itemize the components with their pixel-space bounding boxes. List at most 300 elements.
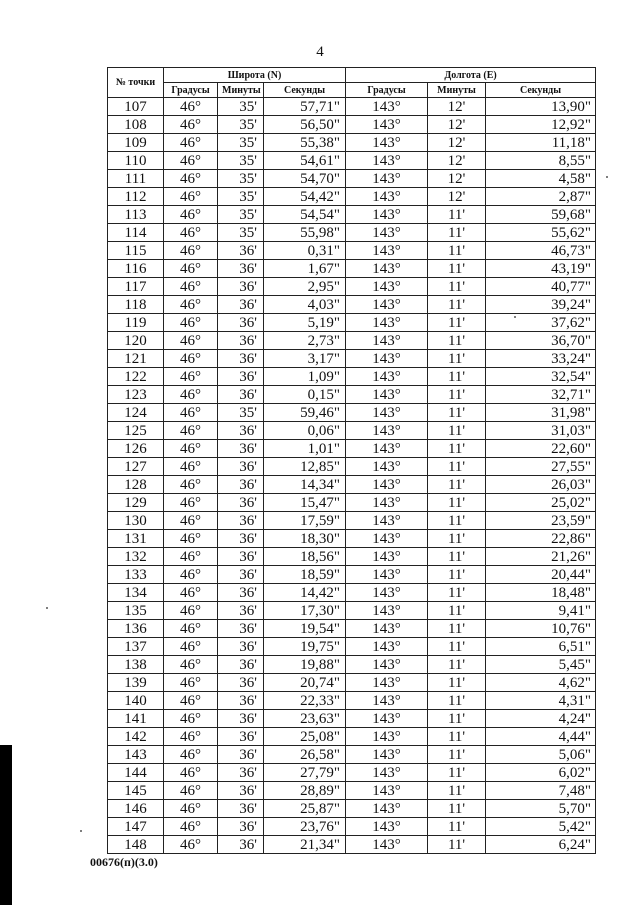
lon-minutes-cell: 11': [428, 566, 486, 584]
longitude-header: Долгота (E): [346, 68, 596, 83]
lat-minutes-cell: 35': [218, 152, 264, 170]
lon-minutes-cell: 11': [428, 764, 486, 782]
lat-seconds-cell: 20,74": [264, 674, 346, 692]
lon-seconds-cell: 37,62": [486, 314, 596, 332]
lat-degrees-cell: 46°: [164, 782, 218, 800]
point-number-cell: 148: [108, 836, 164, 854]
point-number-cell: 141: [108, 710, 164, 728]
lon-degrees-cell: 143°: [346, 674, 428, 692]
lat-degrees-cell: 46°: [164, 656, 218, 674]
lat-degrees-cell: 46°: [164, 566, 218, 584]
table-row: [108, 476, 596, 494]
lon-degrees-cell: 143°: [346, 278, 428, 296]
table-row: [108, 296, 596, 314]
point-number-cell: 116: [108, 260, 164, 278]
lat-minutes-cell: 36': [218, 476, 264, 494]
lon-minutes-cell: 11': [428, 386, 486, 404]
lat-seconds-cell: 0,31": [264, 242, 346, 260]
lon-degrees-cell: 143°: [346, 188, 428, 206]
lon-minutes-cell: 11': [428, 746, 486, 764]
lat-seconds-cell: 4,03": [264, 296, 346, 314]
lat-seconds-cell: 1,09": [264, 368, 346, 386]
table-row: [108, 656, 596, 674]
scan-speck: [514, 316, 516, 318]
lon-degrees-header: Градусы: [346, 83, 428, 98]
lon-degrees-cell: 143°: [346, 152, 428, 170]
point-number-cell: 126: [108, 440, 164, 458]
point-number-cell: 124: [108, 404, 164, 422]
lon-minutes-cell: 11': [428, 404, 486, 422]
lon-minutes-cell: 12': [428, 188, 486, 206]
table-row: [108, 602, 596, 620]
lat-minutes-cell: 36': [218, 602, 264, 620]
lon-degrees-cell: 143°: [346, 476, 428, 494]
lon-minutes-cell: 11': [428, 332, 486, 350]
lat-seconds-cell: 54,42": [264, 188, 346, 206]
lat-minutes-cell: 36': [218, 818, 264, 836]
lat-degrees-cell: 46°: [164, 476, 218, 494]
lat-degrees-cell: 46°: [164, 836, 218, 854]
lat-seconds-cell: 5,19": [264, 314, 346, 332]
lon-minutes-cell: 11': [428, 692, 486, 710]
lon-degrees-cell: 143°: [346, 350, 428, 368]
lat-degrees-cell: 46°: [164, 242, 218, 260]
lon-minutes-cell: 11': [428, 638, 486, 656]
lon-degrees-cell: 143°: [346, 242, 428, 260]
table-row: [108, 332, 596, 350]
lat-minutes-cell: 36': [218, 494, 264, 512]
lon-seconds-cell: 23,59": [486, 512, 596, 530]
table-row: [108, 494, 596, 512]
table-row: [108, 152, 596, 170]
lat-degrees-cell: 46°: [164, 620, 218, 638]
lon-seconds-cell: 39,24": [486, 296, 596, 314]
lon-minutes-cell: 11': [428, 512, 486, 530]
lat-minutes-cell: 36': [218, 260, 264, 278]
lat-minutes-cell: 36': [218, 674, 264, 692]
lat-seconds-cell: 18,59": [264, 566, 346, 584]
lon-minutes-cell: 11': [428, 584, 486, 602]
table-row: [108, 584, 596, 602]
lon-minutes-cell: 12': [428, 170, 486, 188]
lat-degrees-cell: 46°: [164, 350, 218, 368]
point-number-cell: 147: [108, 818, 164, 836]
lon-degrees-cell: 143°: [346, 800, 428, 818]
lat-degrees-cell: 46°: [164, 116, 218, 134]
lon-degrees-cell: 143°: [346, 386, 428, 404]
lon-seconds-cell: 33,24": [486, 350, 596, 368]
point-number-cell: 120: [108, 332, 164, 350]
lat-seconds-cell: 57,71": [264, 98, 346, 116]
lon-degrees-cell: 143°: [346, 368, 428, 386]
lon-minutes-cell: 11': [428, 440, 486, 458]
lat-degrees-cell: 46°: [164, 296, 218, 314]
lat-minutes-cell: 36': [218, 242, 264, 260]
lon-degrees-cell: 143°: [346, 692, 428, 710]
lon-degrees-cell: 143°: [346, 566, 428, 584]
lat-seconds-cell: 17,30": [264, 602, 346, 620]
point-number-cell: 140: [108, 692, 164, 710]
table-row: [108, 728, 596, 746]
lat-degrees-cell: 46°: [164, 530, 218, 548]
lat-seconds-cell: 1,01": [264, 440, 346, 458]
lon-degrees-cell: 143°: [346, 818, 428, 836]
lon-seconds-cell: 46,73": [486, 242, 596, 260]
lat-degrees-cell: 46°: [164, 188, 218, 206]
lon-minutes-cell: 11': [428, 818, 486, 836]
lon-degrees-cell: 143°: [346, 314, 428, 332]
lon-minutes-cell: 11': [428, 710, 486, 728]
lat-degrees-cell: 46°: [164, 602, 218, 620]
point-number-cell: 109: [108, 134, 164, 152]
lon-minutes-cell: 11': [428, 368, 486, 386]
lon-minutes-cell: 11': [428, 530, 486, 548]
lon-degrees-cell: 143°: [346, 764, 428, 782]
lon-minutes-cell: 11': [428, 476, 486, 494]
lon-seconds-cell: 5,06": [486, 746, 596, 764]
lon-degrees-cell: 143°: [346, 620, 428, 638]
lon-degrees-cell: 143°: [346, 584, 428, 602]
lon-seconds-cell: 8,55": [486, 152, 596, 170]
point-number-cell: 107: [108, 98, 164, 116]
table-row: [108, 782, 596, 800]
table-row: [108, 566, 596, 584]
lon-degrees-cell: 143°: [346, 224, 428, 242]
table-row: [108, 116, 596, 134]
lat-degrees-cell: 46°: [164, 134, 218, 152]
point-number-cell: 131: [108, 530, 164, 548]
lat-degrees-cell: 46°: [164, 818, 218, 836]
lat-seconds-cell: 55,98": [264, 224, 346, 242]
point-number-cell: 129: [108, 494, 164, 512]
point-number-cell: 134: [108, 584, 164, 602]
lon-degrees-cell: 143°: [346, 98, 428, 116]
point-number-cell: 125: [108, 422, 164, 440]
lon-degrees-cell: 143°: [346, 206, 428, 224]
lat-seconds-cell: 3,17": [264, 350, 346, 368]
lat-degrees-cell: 46°: [164, 800, 218, 818]
table-row: [108, 548, 596, 566]
lon-minutes-cell: 11': [428, 314, 486, 332]
lat-minutes-cell: 36': [218, 350, 264, 368]
lon-degrees-cell: 143°: [346, 116, 428, 134]
point-number-cell: 112: [108, 188, 164, 206]
point-number-cell: 122: [108, 368, 164, 386]
point-number-cell: 138: [108, 656, 164, 674]
lat-minutes-cell: 36': [218, 422, 264, 440]
lat-minutes-cell: 36': [218, 800, 264, 818]
lon-seconds-cell: 6,02": [486, 764, 596, 782]
lon-seconds-cell: 6,51": [486, 638, 596, 656]
lat-degrees-header: Градусы: [164, 83, 218, 98]
lat-minutes-cell: 36': [218, 368, 264, 386]
lon-degrees-cell: 143°: [346, 260, 428, 278]
lon-degrees-cell: 143°: [346, 332, 428, 350]
point-number-cell: 127: [108, 458, 164, 476]
lon-seconds-cell: 9,41": [486, 602, 596, 620]
lon-minutes-cell: 11': [428, 296, 486, 314]
lon-degrees-cell: 143°: [346, 440, 428, 458]
lon-seconds-cell: 31,03": [486, 422, 596, 440]
lat-degrees-cell: 46°: [164, 404, 218, 422]
table-row: [108, 692, 596, 710]
lat-minutes-cell: 35': [218, 98, 264, 116]
lat-degrees-cell: 46°: [164, 494, 218, 512]
table-row: [108, 512, 596, 530]
lat-seconds-cell: 17,59": [264, 512, 346, 530]
lat-seconds-cell: 22,33": [264, 692, 346, 710]
lon-seconds-cell: 12,92": [486, 116, 596, 134]
lat-seconds-cell: 59,46": [264, 404, 346, 422]
lat-minutes-cell: 36': [218, 584, 264, 602]
lon-seconds-header: Секунды: [486, 83, 596, 98]
lat-minutes-cell: 35': [218, 116, 264, 134]
lon-seconds-cell: 32,71": [486, 386, 596, 404]
lat-minutes-cell: 35': [218, 404, 264, 422]
table-row: [108, 206, 596, 224]
point-number-cell: 146: [108, 800, 164, 818]
point-number-cell: 121: [108, 350, 164, 368]
lat-minutes-cell: 36': [218, 638, 264, 656]
point-number-cell: 119: [108, 314, 164, 332]
lon-seconds-cell: 27,55": [486, 458, 596, 476]
lat-seconds-cell: 12,85": [264, 458, 346, 476]
table-row: [108, 188, 596, 206]
scan-speck: [606, 176, 608, 178]
table-row: [108, 710, 596, 728]
point-number-cell: 128: [108, 476, 164, 494]
lat-minutes-cell: 36': [218, 746, 264, 764]
lat-degrees-cell: 46°: [164, 638, 218, 656]
lon-seconds-cell: 40,77": [486, 278, 596, 296]
lat-degrees-cell: 46°: [164, 422, 218, 440]
table-row: [108, 764, 596, 782]
lon-seconds-cell: 59,68": [486, 206, 596, 224]
lon-minutes-cell: 11': [428, 620, 486, 638]
lat-minutes-cell: 36': [218, 332, 264, 350]
lat-degrees-cell: 46°: [164, 692, 218, 710]
document-code: 00676(п)(3.0): [90, 855, 158, 869]
lon-minutes-cell: 11': [428, 728, 486, 746]
lat-seconds-cell: 19,75": [264, 638, 346, 656]
lat-seconds-cell: 2,73": [264, 332, 346, 350]
lat-minutes-cell: 36': [218, 710, 264, 728]
lon-seconds-cell: 22,86": [486, 530, 596, 548]
point-number-cell: 132: [108, 548, 164, 566]
lat-minutes-cell: 35': [218, 224, 264, 242]
table-row: [108, 98, 596, 116]
lon-degrees-cell: 143°: [346, 782, 428, 800]
lon-minutes-cell: 11': [428, 350, 486, 368]
lon-minutes-cell: 11': [428, 800, 486, 818]
lon-degrees-cell: 143°: [346, 548, 428, 566]
table-row: [108, 278, 596, 296]
lat-degrees-cell: 46°: [164, 512, 218, 530]
lat-minutes-cell: 36': [218, 692, 264, 710]
point-number-cell: 110: [108, 152, 164, 170]
point-number-header: № точки: [108, 68, 164, 98]
lon-degrees-cell: 143°: [346, 404, 428, 422]
point-number-cell: 130: [108, 512, 164, 530]
lat-seconds-cell: 2,95": [264, 278, 346, 296]
table-row: [108, 386, 596, 404]
point-number-cell: 136: [108, 620, 164, 638]
lon-seconds-cell: 5,42": [486, 818, 596, 836]
lat-degrees-cell: 46°: [164, 674, 218, 692]
lon-minutes-cell: 11': [428, 782, 486, 800]
lon-degrees-cell: 143°: [346, 638, 428, 656]
lat-minutes-cell: 35': [218, 170, 264, 188]
lon-minutes-cell: 11': [428, 224, 486, 242]
lat-degrees-cell: 46°: [164, 278, 218, 296]
lat-seconds-cell: 21,34": [264, 836, 346, 854]
lon-seconds-cell: 36,70": [486, 332, 596, 350]
lat-degrees-cell: 46°: [164, 746, 218, 764]
lat-minutes-cell: 35': [218, 206, 264, 224]
lat-degrees-cell: 46°: [164, 314, 218, 332]
lat-degrees-cell: 46°: [164, 440, 218, 458]
lon-seconds-cell: 55,62": [486, 224, 596, 242]
lat-seconds-cell: 15,47": [264, 494, 346, 512]
lon-seconds-cell: 4,44": [486, 728, 596, 746]
lat-minutes-cell: 36': [218, 314, 264, 332]
lon-seconds-cell: 4,31": [486, 692, 596, 710]
lat-seconds-cell: 18,30": [264, 530, 346, 548]
lat-minutes-cell: 36': [218, 386, 264, 404]
lat-degrees-cell: 46°: [164, 206, 218, 224]
latitude-header: Широта (N): [164, 68, 346, 83]
lon-degrees-cell: 143°: [346, 746, 428, 764]
lat-minutes-cell: 36': [218, 656, 264, 674]
lon-degrees-cell: 143°: [346, 458, 428, 476]
lat-seconds-cell: 19,54": [264, 620, 346, 638]
lat-minutes-cell: 36': [218, 530, 264, 548]
lon-degrees-cell: 143°: [346, 728, 428, 746]
lat-minutes-cell: 36': [218, 836, 264, 854]
lon-degrees-cell: 143°: [346, 296, 428, 314]
lat-seconds-cell: 14,42": [264, 584, 346, 602]
point-number-cell: 115: [108, 242, 164, 260]
lat-degrees-cell: 46°: [164, 386, 218, 404]
lon-minutes-cell: 12': [428, 134, 486, 152]
lat-seconds-cell: 27,79": [264, 764, 346, 782]
lon-seconds-cell: 25,02": [486, 494, 596, 512]
lat-seconds-cell: 28,89": [264, 782, 346, 800]
lon-seconds-cell: 6,24": [486, 836, 596, 854]
lon-seconds-cell: 22,60": [486, 440, 596, 458]
lat-minutes-header: Минуты: [218, 83, 264, 98]
table-row: [108, 440, 596, 458]
lat-seconds-cell: 14,34": [264, 476, 346, 494]
lon-seconds-cell: 5,70": [486, 800, 596, 818]
lat-minutes-cell: 36': [218, 566, 264, 584]
lon-minutes-cell: 11': [428, 674, 486, 692]
point-number-cell: 135: [108, 602, 164, 620]
lon-seconds-cell: 13,90": [486, 98, 596, 116]
lon-seconds-cell: 10,76": [486, 620, 596, 638]
lat-seconds-cell: 56,50": [264, 116, 346, 134]
point-number-cell: 118: [108, 296, 164, 314]
lon-seconds-cell: 4,58": [486, 170, 596, 188]
table-row: [108, 674, 596, 692]
lon-minutes-cell: 11': [428, 548, 486, 566]
table-row: [108, 260, 596, 278]
lon-degrees-cell: 143°: [346, 134, 428, 152]
lon-minutes-cell: 11': [428, 458, 486, 476]
lon-minutes-cell: 11': [428, 494, 486, 512]
lon-minutes-cell: 12': [428, 152, 486, 170]
page-number: 4: [316, 44, 324, 60]
lat-degrees-cell: 46°: [164, 368, 218, 386]
lon-minutes-cell: 12': [428, 116, 486, 134]
table-row: [108, 800, 596, 818]
lat-degrees-cell: 46°: [164, 728, 218, 746]
point-number-cell: 139: [108, 674, 164, 692]
table-row: [108, 134, 596, 152]
lon-minutes-cell: 11': [428, 602, 486, 620]
lon-minutes-cell: 11': [428, 206, 486, 224]
lon-seconds-cell: 4,24": [486, 710, 596, 728]
lat-degrees-cell: 46°: [164, 458, 218, 476]
lon-minutes-cell: 11': [428, 422, 486, 440]
lat-degrees-cell: 46°: [164, 548, 218, 566]
table-body: [108, 98, 596, 854]
table-row: [108, 404, 596, 422]
lon-seconds-cell: 5,45": [486, 656, 596, 674]
table-row: [108, 350, 596, 368]
lat-degrees-cell: 46°: [164, 170, 218, 188]
lon-degrees-cell: 143°: [346, 602, 428, 620]
lon-seconds-cell: 43,19": [486, 260, 596, 278]
lat-degrees-cell: 46°: [164, 260, 218, 278]
lat-seconds-cell: 18,56": [264, 548, 346, 566]
lat-minutes-cell: 36': [218, 296, 264, 314]
table-row: [108, 530, 596, 548]
lon-seconds-cell: 20,44": [486, 566, 596, 584]
lon-degrees-cell: 143°: [346, 422, 428, 440]
table-row: [108, 224, 596, 242]
point-number-cell: 113: [108, 206, 164, 224]
lat-seconds-cell: 0,15": [264, 386, 346, 404]
point-number-cell: 143: [108, 746, 164, 764]
lat-minutes-cell: 36': [218, 728, 264, 746]
table-row: [108, 638, 596, 656]
lon-degrees-cell: 143°: [346, 494, 428, 512]
lat-degrees-cell: 46°: [164, 152, 218, 170]
table-row: [108, 836, 596, 854]
lon-degrees-cell: 143°: [346, 656, 428, 674]
lat-degrees-cell: 46°: [164, 764, 218, 782]
coordinates-table: [107, 67, 596, 854]
lon-seconds-cell: 32,54": [486, 368, 596, 386]
point-number-cell: 137: [108, 638, 164, 656]
lat-seconds-cell: 25,08": [264, 728, 346, 746]
lon-seconds-cell: 11,18": [486, 134, 596, 152]
lat-minutes-cell: 36': [218, 620, 264, 638]
point-number-cell: 145: [108, 782, 164, 800]
lon-degrees-cell: 143°: [346, 836, 428, 854]
lon-minutes-cell: 12': [428, 98, 486, 116]
lat-seconds-cell: 55,38": [264, 134, 346, 152]
lat-minutes-cell: 36': [218, 764, 264, 782]
scan-speck: [80, 830, 82, 832]
lon-seconds-cell: 4,62": [486, 674, 596, 692]
lon-seconds-cell: 26,03": [486, 476, 596, 494]
scan-edge-mark: [0, 745, 12, 905]
lon-minutes-cell: 11': [428, 260, 486, 278]
point-number-cell: 133: [108, 566, 164, 584]
lat-seconds-header: Секунды: [264, 83, 346, 98]
